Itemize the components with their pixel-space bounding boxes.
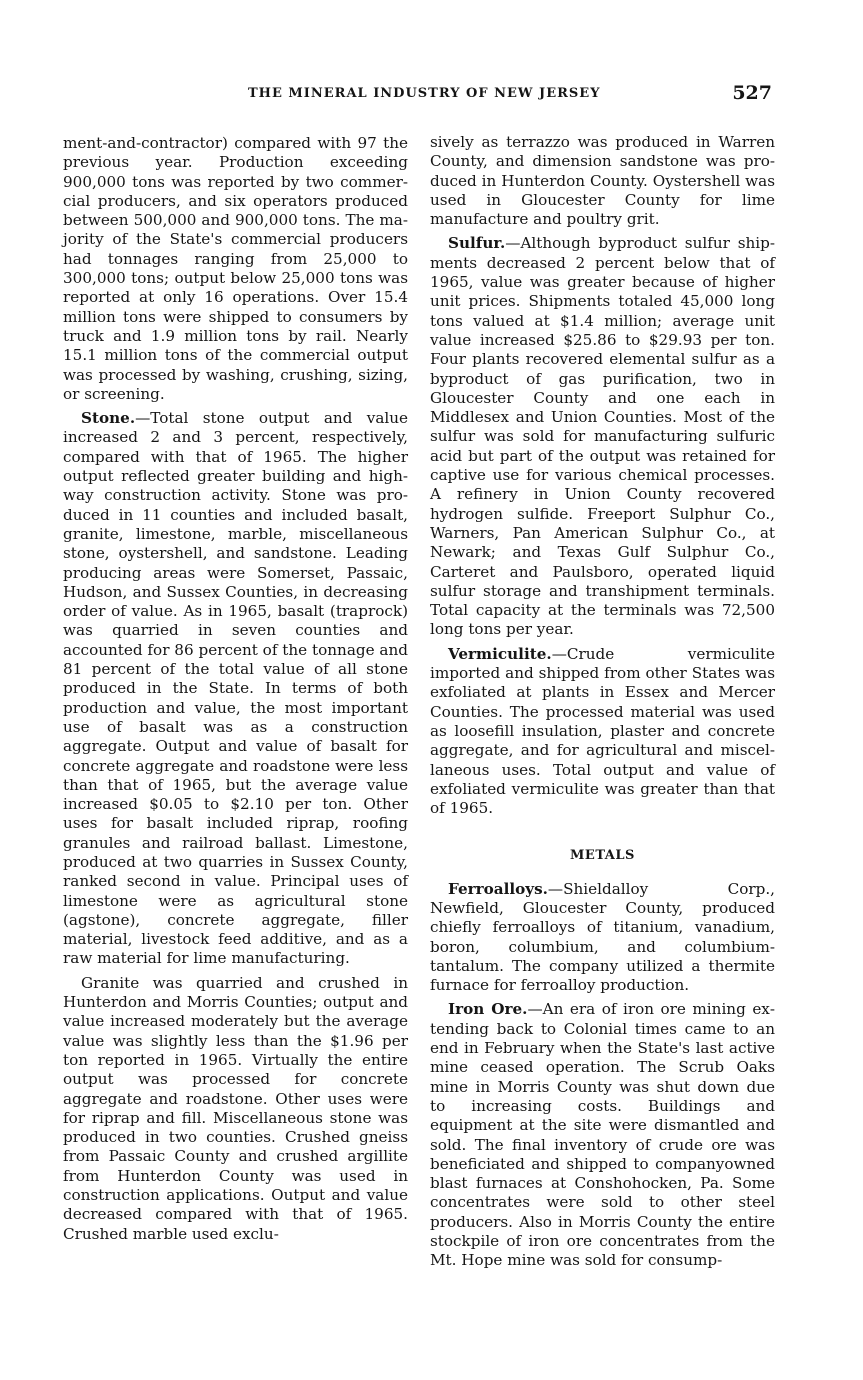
left-column [63,134,408,1249]
sulfur-text: —Although byproduct sulfur shipments decreased 2 percent below that of 1965, value was greater because of higher unit prices. Shipments totaled 45,000 long tons valued at $1.4 million; average unit value increased $25.86 to $29.93 per ton. Four plants recovered elemental sulfur as a byproduct of gas purification, two in Gloucester County and one each in Middlesex and Union Counties. Most of the sulfur was sold for manufacturing sulfuric acid but part of the output was retained for captive use for various chemical processes. A refinery in Union County recovered hydrogen sulfide. Freeport Sulphur Co., Warners, Pan American Sulphur Co., at Newark; and Texas Gulf Sulphur Co., Carteret and Paulsboro, operated liquid sulfur storage and transhipment terminals. Total capacity at the terminals was 72,500 long tons per year. [430,234,775,639]
paragraph-iron-ore [430,1000,775,1270]
ferroalloys-text: —Shieldalloy Corp., Newfield, Gloucester County, produced chiefly ferroalloys of titanium, vanadium, boron, columbium, and columbium-tantalum. The company utilized a thermite furnace for ferroalloy production. [430,879,775,995]
paragraph-ferroalloys [430,880,775,996]
iron-ore-text: —An era of iron ore mining extending back to Colonial times came to an end in February when the State's last active mine ceased operation. The Scrub Oaks mine in Morris County was shut down due to increasing costs. Buildings and equipment at the site were dismantled and sold. The final inventory of crude ore was beneficiated and shipped to companyowned blast furnaces at Conshohocken, Pa. Some concentrates were sold to other steel producers. Also in Morris County the entire stockpile of iron ore concentrates from the Mt. Hope mine was sold for consump- [430,1000,776,1270]
stone-heading: Stone. [81,409,136,428]
paragraph-continuation: sively as terrazzo was produced in Warren County, and dimension sandstone was produced in Hunterdon County. Oystershell was used in Gloucester County for lime manufacture and poultry grit. [430,133,775,229]
iron-ore-heading: Iron Ore. [448,1000,528,1019]
running-title: THE MINERAL INDUSTRY OF NEW JERSEY [248,86,601,101]
paragraph-sulfur [430,234,775,639]
paragraph-vermiculite [430,645,775,819]
stone-text: —Total stone output and value increased 2 and 3 percent, respectively, compared with that of 1965. The higher output reflected greater building and highway construction activity. Stone was produced in 11 counties and included basalt, granite, limestone, marble, miscellaneous stone, oystershell, and sandstone. Leading producing areas were Somerset, Passaic, Hudson, and Sussex Counties, in decreasing order of value. As in 1965, basalt (traprock) was quarried in seven counties and accounted for 86 percent of the tonnage and 81 percent of the total value of all stone produced in the State. In terms of both production and value, the most important use of basalt was as a construction aggregate. Output and value of basalt for concrete aggregate and roadstone were less than that of 1965, but the average value increased $0.05 to $2.10 per ton. Other uses for basalt included riprap, roofing granules and railroad ballast. Limestone, produced at two quarries in Sussex County, ranked second in value. Principal uses of limestone were as agricultural stone (agstone), concrete aggregate, filler material, livestock feed additive, and as a raw material for lime manufacturing. [63,409,408,968]
vermiculite-text: —Crude vermiculite imported and shipped from other States was exfoliated at plants in Essex and Mercer Counties. The processed material was used as loosefill insulation, plaster and concrete aggregate, and for agricultural and miscellaneous uses. Total output and value of exfoliated vermiculite was greater than that of 1965. [430,644,775,818]
paragraph-stone [63,409,408,969]
page-header [60,84,772,112]
page-number: 527 [732,82,772,104]
ferroalloys-heading: Ferroalloys. [448,879,548,898]
right-column [430,133,775,1276]
metals-section-heading: METALS [570,848,635,864]
paragraph-granite: Granite was quarried and crushed in Hunterdon and Morris Counties; output and value increased moderately but the average value was slightly less than the $1.96 per ton reported in 1965. Virtually the entire output was processed for concrete aggregate and roadstone. Other uses were for riprap and fill. Miscellaneous stone was produced in two counties. Crushed gneiss from Passaic County and crushed argillite from Hunterdon County was used in construction applications. Output and value decreased compared with that of 1965. Crushed marble used exclu- [63,973,408,1243]
vermiculite-heading: Vermiculite. [448,644,552,663]
sulfur-heading: Sulfur. [448,234,506,253]
paragraph-continuation: ment-and-contractor) compared with 97 the previous year. Production exceeding 900,000 tons was reported by two commercial producers, and six operators produced between 500,000 and 900,000 tons. The majority of the State's commercial producers had tonnages ranging from 25,000 to 300,000 tons; output below 25,000 tons was reported at only 16 operations. Over 15.4 million tons were shipped to consumers by truck and 1.9 million tons by rail. Nearly 15.1 million tons of the commercial output was processed by washing, crushing, sizing, or screening. [63,134,408,403]
